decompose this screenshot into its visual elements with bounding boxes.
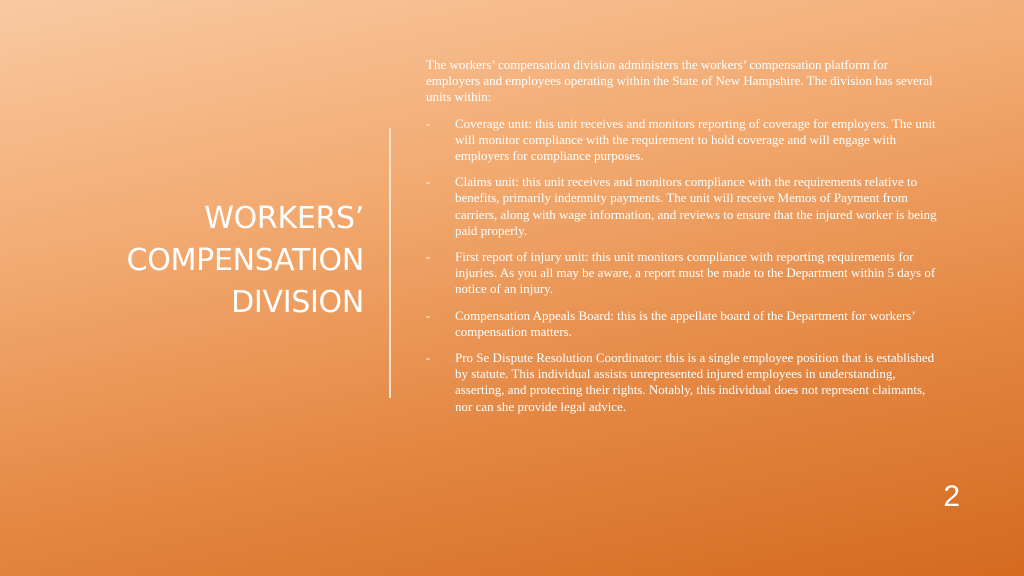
title-line: DIVISION (231, 285, 364, 320)
list-item (426, 249, 941, 298)
bullet-dash: - (426, 307, 431, 323)
bullet-dash: - (426, 115, 431, 131)
page-number: 2 (943, 480, 960, 513)
units-list (426, 116, 941, 415)
bullet-dash: - (426, 350, 431, 366)
intro-paragraph: The workers’ compensation division administers the workers’ compensation platform for employers and employees operating within the State of New Hampshire. The division has several units within: (426, 57, 933, 105)
unit-description: First report of injury unit: this unit monitors compliance with reporting requirements for injuries. As you all may be aware, a report must be made to the Department within 5 days of notice of an injury. (455, 249, 936, 297)
unit-description: Pro Se Dispute Resolution Coordinator: this is a single employee position that is established by statute. This individual assists unrepresented injured employees in understanding, asserting, and protecting their rights. Notably, this individual does not represent claimants, nor can she provide legal advice. (455, 350, 935, 414)
title-line: WORKERS’ (204, 201, 364, 236)
list-item (426, 308, 941, 340)
unit-description: Compensation Appeals Board: this is the appellate board of the Department for workers’ compensation matters. (455, 307, 915, 339)
vertical-divider (389, 128, 391, 398)
list-item (426, 116, 941, 165)
bullet-dash: - (426, 249, 431, 265)
unit-description: Claims unit: this unit receives and monitors compliance with the requirements relative to benefits, primarily indemnity payments. The unit will receive Memos of Payment from carriers, along with wage information, and reviews to ensure that the injured worker is being paid properly. (455, 174, 937, 238)
slide-title (44, 198, 364, 324)
bullet-dash: - (426, 174, 431, 190)
slide-body (426, 57, 941, 425)
unit-description: Coverage unit: this unit receives and monitors reporting of coverage for employers. The unit will monitor compliance with the requirement to hold coverage and will engage with employers for compliance purposes. (455, 115, 936, 164)
title-line: COMPENSATION (126, 243, 364, 278)
list-item (426, 350, 941, 415)
list-item (426, 174, 941, 239)
